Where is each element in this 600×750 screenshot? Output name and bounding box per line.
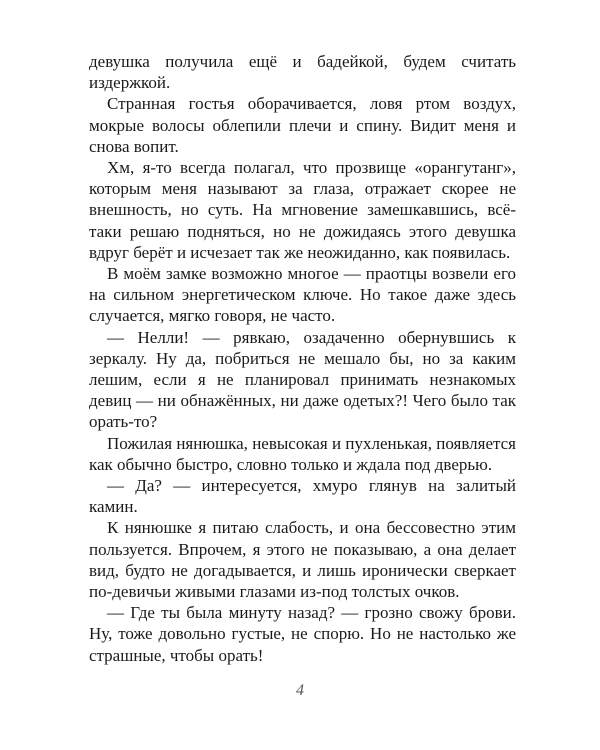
paragraph-6: Пожилая нянюшка, невысокая и пухленькая, появляется как обычно быстро, словно только и ждала под дверью. bbox=[89, 433, 516, 474]
paragraph-4: В моём замке возможно многое — праотцы возвели его на сильном энергетическом ключе. Но такое даже здесь случается, мягко говоря, не часто. bbox=[89, 264, 516, 326]
paragraph-2: Странная гостья оборачивается, ловя ртом воздух, мокрые волосы облепили плечи и спину. Видит меня и снова вопит. bbox=[89, 94, 516, 156]
body-text bbox=[89, 51, 516, 666]
paragraph-9: — Где ты была минуту назад? — грозно свожу брови. Ну, тоже довольно густые, не спорю. Но не настолько же страшные, чтобы орать! bbox=[89, 603, 516, 665]
paragraph-3: Хм, я-то всегда полагал, что прозвище «орангутанг», которым меня называют за глаза, отражает скорее не внешность, но суть. На мгновение замешкавшись, всё-таки решаю подняться, но не дожидаясь этого девушка вдруг берёт и исчезает так же неожиданно, как появилась. bbox=[89, 158, 516, 262]
paragraph-5: — Нелли! — рявкаю, озадаченно обернувшись к зеркалу. Ну да, побриться не мешало бы, но за каким лешим, если я не планировал принимать незнакомых девиц — ни обнажённых, ни даже одетых?! Чего было так орать-то? bbox=[89, 327, 516, 432]
paragraph-1: девушка получила ещё и бадейкой, будем считать издержкой. bbox=[89, 52, 516, 93]
paragraph-8: К нянюшке я питаю слабость, и она бессовестно этим пользуется. Впрочем, я этого не показываю, а она делает вид, будто не догадывается, и лишь иронически сверкает по-девичьи живыми глазами из-под толстых очков. bbox=[89, 518, 516, 602]
paragraph-7: — Да? — интересуется, хмуро глянув на залитый камин. bbox=[89, 476, 516, 517]
page-number: 4 bbox=[296, 682, 304, 699]
